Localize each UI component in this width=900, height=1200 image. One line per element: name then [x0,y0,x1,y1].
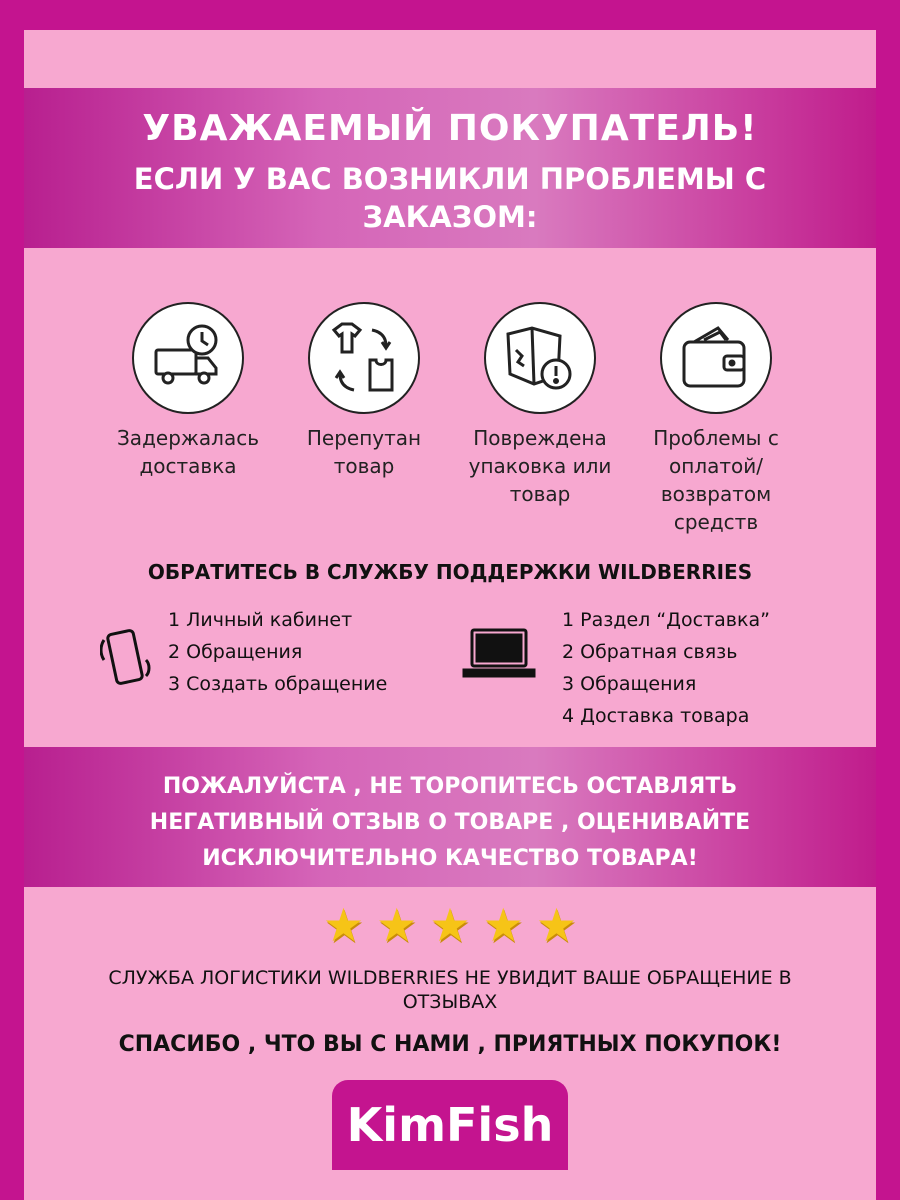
logistics-notice: СЛУЖБА ЛОГИСТИКИ WILDBERRIES НЕ УВИДИТ ВАШЕ ОБРАЩЕНИЕ В ОТЗЫВАХ [108,967,792,1013]
review-request-line: НЕГАТИВНЫЙ ОТЗЫВ О ТОВАРЕ , ОЦЕНИВАЙТЕ [149,810,751,835]
problem-label-delivery: Задержалась доставка [116,426,259,478]
star-rating [24,898,876,952]
mobile-step: 1 Личный кабинет [168,609,353,631]
review-request-line: ПОЖАЛУЙСТА , НЕ ТОРОПИТЕСЬ ОСТАВЛЯТЬ [162,774,738,799]
thanks-message: СПАСИБО , ЧТО ВЫ С НАМИ , ПРИЯТНЫХ ПОКУПОК! [118,1032,782,1057]
desktop-step: 3 Обращения [562,673,697,695]
desktop-steps [562,604,770,732]
mobile-step: 3 Создать обращение [168,673,388,695]
info-card [24,30,876,1200]
desktop-step: 1 Раздел “Доставка” [562,609,770,631]
wallet-icon [660,302,772,414]
header-subtitle: ЕСЛИ У ВАС ВОЗНИКЛИ ПРОБЛЕМЫ С ЗАКАЗОМ: [133,162,767,234]
damaged-box-icon [484,302,596,414]
star-icon: ★ [376,898,418,952]
brand-logo: KimFish [332,1080,568,1170]
mobile-steps [168,604,387,700]
star-icon: ★ [429,898,471,952]
mobile-step: 2 Обращения [168,641,303,663]
review-request-banner [24,747,876,887]
laptop-icon [462,626,536,688]
support-title: ОБРАТИТЕСЬ В СЛУЖБУ ПОДДЕРЖКИ WILDBERRIES [147,560,753,584]
problem-label-damaged: Повреждена упаковка или товар [468,426,612,506]
desktop-step: 2 Обратная связь [562,641,738,663]
problem-label-mixup: Перепутан товар [306,426,422,478]
star-icon: ★ [535,898,578,952]
problem-label-payment: Проблемы с оплатой/ возвратом средств [653,426,779,534]
header-banner [24,88,876,248]
phone-icon [100,628,158,692]
star-icon: ★ [322,898,365,952]
delivery-truck-clock-icon [132,302,244,414]
swap-clothes-icon [308,302,420,414]
header-title: УВАЖАЕМЫЙ ПОКУПАТЕЛЬ! [142,108,758,149]
star-icon: ★ [482,898,524,952]
desktop-step: 4 Доставка товара [562,705,750,727]
review-request-line: ИСКЛЮЧИТЕЛЬНО КАЧЕСТВО ТОВАРА! [202,846,698,871]
